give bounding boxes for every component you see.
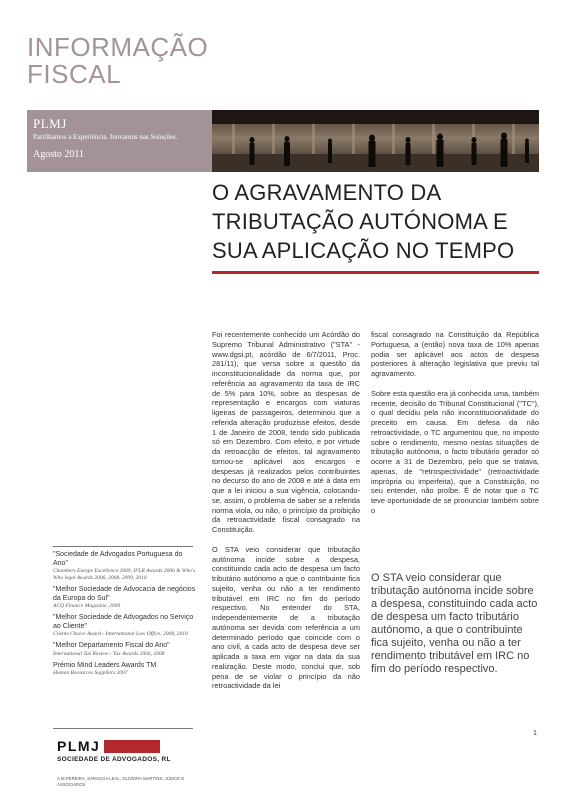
award-title: "Melhor Departamento Fiscal do Ano" [53, 642, 170, 649]
issue-date: Agosto 2011 [33, 149, 85, 160]
awards-list [53, 551, 198, 681]
logo-text: PLMJ [57, 738, 101, 754]
article-title-line-2: TRIBUTAÇÃO AUTÓNOMA E [212, 209, 508, 234]
award-source: International Tax Review - Tax Awards 2006, 2008 [53, 650, 165, 657]
award-source: Clients Choice Award - International Law Office, 2008, 2010 [53, 631, 188, 637]
masthead-line-2: FISCAL [27, 59, 122, 89]
awards-divider-top [53, 546, 193, 547]
article-title-line-1: O AGRAVAMENTO DA [212, 180, 442, 205]
awards-divider-bottom [53, 728, 193, 729]
award-item [53, 551, 198, 582]
masthead-title [27, 34, 227, 88]
paragraph: Sobre esta questão era já conhecida uma, também recente, decisão do Tribunal Constitucional ("TC"), o qual decidiu pela não inconstitucionalidade do preceito em causa. Em defesa da não retroactividade, o TC argumentou que, no imposto sobre o rendimento, mesmo nestas situações de tributação autónoma, o facto tributário gerador só ocorre a 31 de Dezembro, pelo que se tratava, apenas, de "retrospectividade" (retroactividade imprópria ou imperfeita), que a Constituição, no seu entender, não proíbe. É de notar que o TC teve oportunidade de se pronunciar também sobre o [371, 388, 539, 515]
paragraph: O STA veio considerar que tributação autónoma incide sobre a despesa, constituindo cada acto de despesa um facto tributário autónomo a que o contribuinte fica sujeito, venha ou não a ter rendimento tributável em IRC no fim do período respectivo. No entender do STA, independentemente de a tributação autónoma ser devida com referência a um determinado período que coincide com o ano civil, a cada acto de despesa deve ser aplicada a taxa em vigor na data da sua realização. Deste modo, conclui que, sob pena de se violar o princípio da não retroactividade da lei [212, 544, 360, 691]
award-title: "Melhor Sociedade de Advocacia de negócios da Europa do Sul" [53, 586, 196, 602]
masthead-line-1: INFORMAÇÃO [27, 32, 209, 62]
paragraph: fiscal consagrado na Constituição da República Portuguesa, a (então) nova taxa de 10% apenas podia ser aplicável aos actos de despesa posteriores à alteração legislativa que previu tal agravamento. [371, 330, 539, 378]
brand-box [27, 110, 212, 172]
brand-tagline: Partilhamos a Experiência. Inovamos nas Soluções. [33, 133, 178, 141]
brand-name: PLMJ [33, 116, 67, 131]
logo-red-bar [104, 740, 160, 753]
article-column-2 [371, 330, 539, 526]
award-source: Chambers Europe Excellence 2009, IFLR Awards 2006 & Who's Who legal Awards 2006, 2008, 2009, 2010 [53, 568, 196, 581]
award-title: "Sociedade de Advogados Portuguesa do Ano" [53, 551, 183, 567]
award-title: "Melhor Sociedade de Advogados no Serviço ao Cliente" [53, 614, 194, 630]
logo-subtitle: SOCIEDADE DE ADVOGADOS, RL [57, 756, 171, 763]
paragraph: Foi recentemente conhecido um Acórdão do Supremo Tribunal Administrativo ("STA" - www.dgsi.pt, acórdão de 6/7/2011, Proc. 281/11), que versa sobre a questão da inconstitucionalidade da norma que, por referência ao agravamento da taxa de IRC de 5% para 10%, sobre as despesas de representação e encargos com viaturas ligeiras de passageiros, determinou que a referida alteração produzisse efeitos, desde 1 de Janeiro de 2008, tendo sido publicada só em Dezembro. Com efeito, e por virtude da retroacção de efeitos, tal agravamento tornou-se aplicável aos encargos e despesas já realizados pelos contribuintes no decurso do ano de 2008 e até à data em que a lei iniciou a sua vigência, colocando-se, assim, o problema de saber se a referida norma viola, ou não, o princípio da proibição da retroactividade fiscal consagrado na Constituição. [212, 330, 360, 534]
award-source: Human Resources Suppliers 2007 [53, 670, 128, 676]
header-photo-illustration [212, 110, 539, 172]
award-item [53, 662, 198, 678]
title-divider [212, 271, 539, 274]
article-title [212, 178, 542, 265]
pull-quote: O STA veio considerar que tributação autónoma incide sobre a despesa, constituindo cada acto de despesa um facto tributário autónomo, a que o contribuinte fica sujeito, venha ou não a ter rendimento tributável em IRC no fim do período respectivo. [371, 572, 538, 675]
logo-wordmark [57, 738, 197, 754]
award-item [53, 642, 198, 658]
award-source: ACQ Finance Magazine, 2009 [53, 603, 121, 609]
header-photo [212, 110, 539, 172]
award-title: Prémio Mind Leaders Awards TM [53, 661, 157, 669]
award-item [53, 586, 198, 610]
article-title-line-3: SUA APLICAÇÃO NO TEMPO [212, 238, 515, 263]
page-number: 1 [533, 730, 537, 737]
award-item [53, 614, 198, 638]
firm-logo [57, 738, 197, 763]
article-column-1 [212, 330, 360, 701]
logo-partners: A.M.PEREIRA, SÁRAGGA LEAL, OLIVEIRA MARTINS, JÚDICE E ASSOCIADOS [57, 776, 185, 787]
